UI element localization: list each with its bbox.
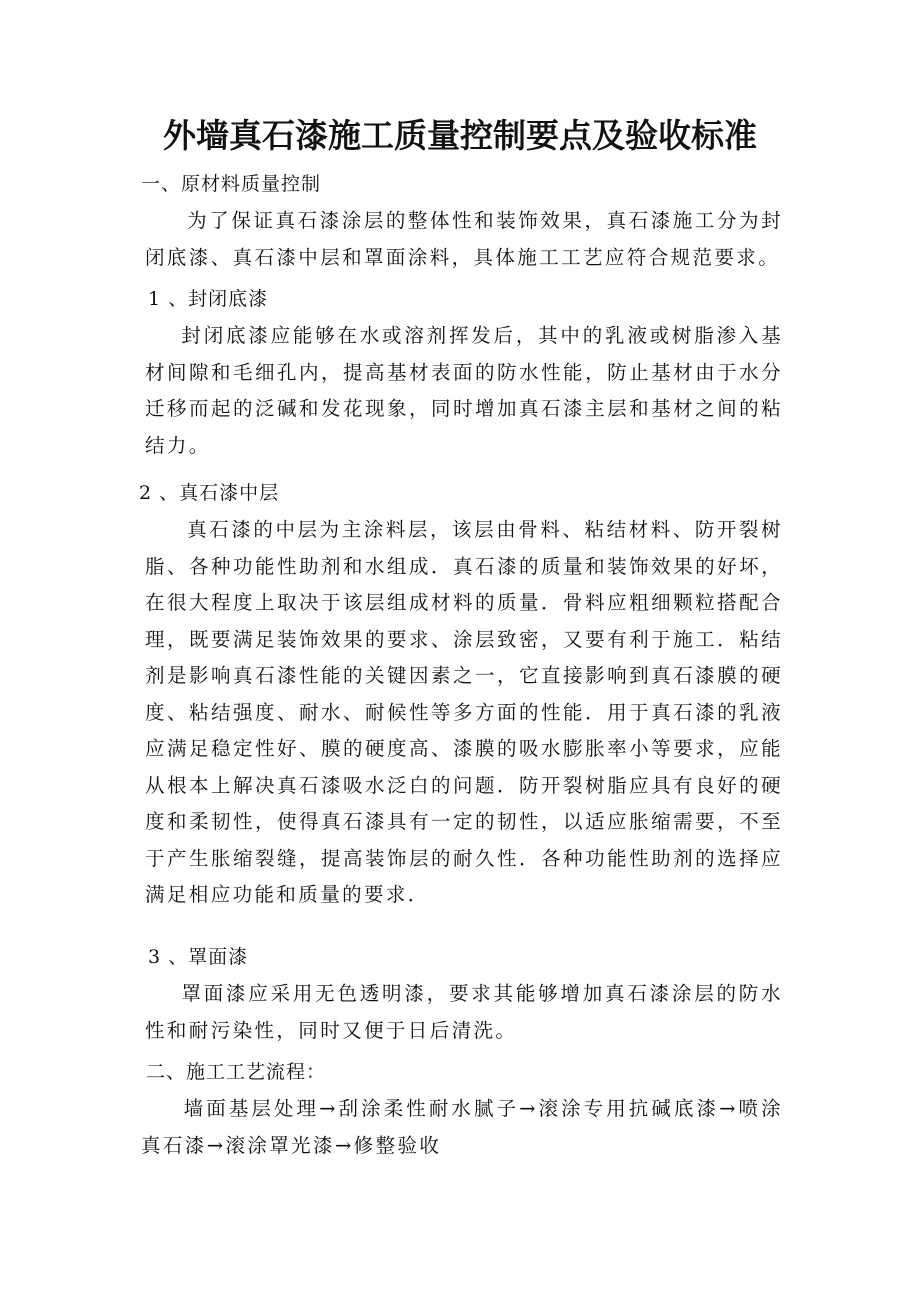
- paragraph-sealing-primer: [145, 318, 783, 464]
- subheading-sealing-primer: 1 、封闭底漆: [148, 288, 269, 310]
- section-heading-raw-material: 一、原材料质量控制: [141, 173, 322, 195]
- paragraph-process-flow: [141, 1091, 783, 1164]
- paragraph-sealing-primer-text: 封闭底漆应能够在水或溶剂挥发后，其中的乳液或树脂渗入基材间隙和毛细孔内，提高基材表面的防水性能，防止基材由于水分迁移而起的泛碱和发花现象，同时增加真石漆主层和基材之间的粘结力。: [145, 324, 783, 457]
- paragraph-intro: [145, 203, 783, 276]
- document-title: 外墙真石漆施工质量控制要点及验收标准: [163, 116, 757, 155]
- paragraph-process-flow-text: 墙面基层处理→刮涂柔性耐水腻子→滚涂专用抗碱底漆→喷涂真石漆→滚涂罩光漆→修整验收: [141, 1097, 783, 1157]
- paragraph-top-coat-text: 罩面漆应采用无色透明漆，要求其能够增加真石漆涂层的防水性和耐污染性，同时又便于日后清洗。: [145, 982, 783, 1042]
- paragraph-intro-text: 为了保证真石漆涂层的整体性和装饰效果，真石漆施工分为封闭底漆、真石漆中层和罩面涂料，具体施工工艺应符合规范要求。: [145, 209, 783, 269]
- paragraph-middle-layer: [145, 512, 783, 914]
- subheading-middle-layer: 2 、真石漆中层: [139, 482, 280, 504]
- subheading-top-coat: 3 、罩面漆: [148, 946, 249, 968]
- paragraph-top-coat: [145, 976, 783, 1049]
- paragraph-middle-layer-text: 真石漆的中层为主涂料层，该层由骨料、粘结材料、防开裂树脂、各种功能性助剂和水组成．真石漆的质量和装饰效果的好坏，在很大程度上取决于该层组成材料的质量．骨料应粗细颗粒搭配合理，既要满足装饰效果的要求、涂层致密，又要有利于施工．粘结剂是影响真石漆性能的关键因素之一，它直接影响到真石漆膜的硬度、粘结强度、耐水、耐候性等多方面的性能．用于真石漆的乳液应满足稳定性好、膜的硬度高、漆膜的吸水膨胀率小等要求，应能从根本上解决真石漆吸水泛白的问题．防开裂树脂应具有良好的硬度和柔韧性，使得真石漆具有一定的韧性，以适应胀缩需要，不至于产生胀缩裂缝，提高装饰层的耐久性．各种功能性助剂的选择应满足相应功能和质量的要求．: [145, 518, 783, 906]
- section-heading-process: 二、施工工艺流程：: [146, 1061, 327, 1083]
